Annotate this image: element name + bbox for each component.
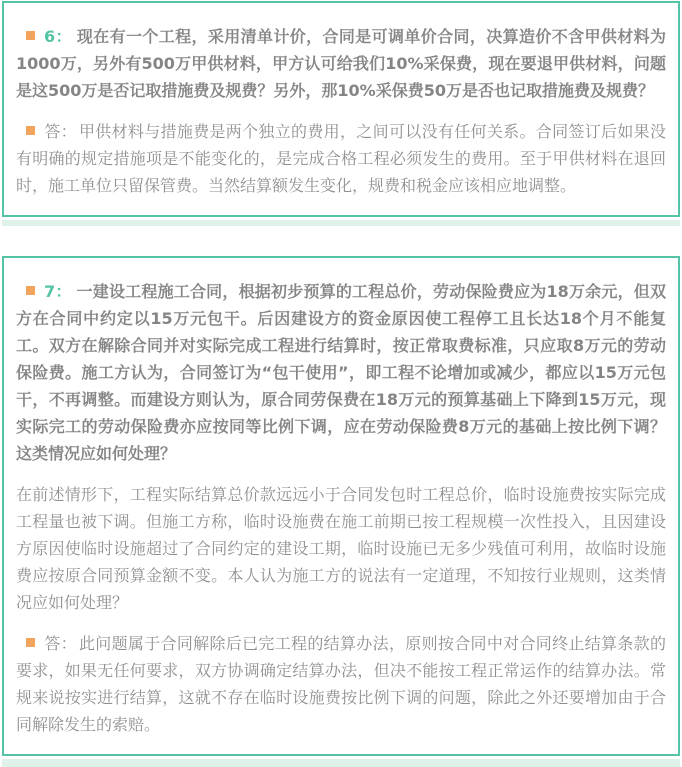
qa-card-question-7	[2, 256, 680, 756]
question-number-label: 6：	[44, 27, 72, 46]
question-number-label: 7：	[44, 282, 72, 301]
answer-label: 答：	[44, 122, 77, 141]
paragraph-text: 一建设工程施工合同，根据初步预算的工程总价，劳动保险费应为18万余元，但双方在合同中约定以15万元包干。后因建设方的资金原因使工程停工且长达18个月不能复工。双方在解除合同并对实际完成工程进行结算时，按正常取费标准，只应取8万元的劳动保险费。施工方认为，合同签订为“包干使用”，即工程不论增加或减少，都应以15万元包干，不再调整。而建设方则认为，原合同劳保费在18万元的预算基础上下降到15万元，现实际完工的劳动保险费亦应按同等比例下调，应在劳动保险费8万元的基础上按比例下调？这类情况应如何处理？	[16, 282, 666, 463]
paragraph-text: 此问题属于合同解除后已完工程的结算办法，原则按合同中对合同终止结算条款的要求，如果无任何要求，双方协调确定结算办法，但决不能按工程正常运作的结算办法。常规来说按实进行结算，这就不存在临时设施费按比例下调的问题，除此之外还要增加由于合同解除发生的索赔。	[16, 634, 666, 734]
context-paragraph	[16, 481, 666, 616]
bullet-square-icon	[26, 31, 35, 40]
question-paragraph	[16, 278, 666, 467]
answer-label: 答：	[44, 634, 77, 653]
bullet-square-icon	[26, 126, 35, 135]
bullet-square-icon	[26, 638, 35, 647]
paragraph-text: 甲供材料与措施费是两个独立的费用，之间可以没有任何关系。合同签订后如果没有明确的规定措施项是不能变化的，是完成合格工程必须发生的费用。至于甲供材料在退回时，施工单位只留保管费。当然结算额发生变化，规费和税金应该相应地调整。	[16, 122, 666, 195]
qa-card-question-6	[2, 1, 680, 217]
question-paragraph	[16, 23, 666, 104]
paragraph-text: 在前述情形下，工程实际结算总价款远远小于合同发包时工程总价，临时设施费按实际完成工程量也被下调。但施工方称，临时设施费在施工前期已按工程规模一次性投入，且因建设方原因使临时设施超过了合同约定的建设工期，临时设施已无多少残值可利用，故临时设施费应按原合同预算金额不变。本人认为施工方的说法有一定道理，不知按行业规则，这类情况应如何处理？	[16, 485, 666, 612]
answer-paragraph	[16, 630, 666, 738]
qa-article-page	[0, 1, 682, 767]
answer-paragraph	[16, 118, 666, 199]
card-gap	[0, 226, 682, 256]
paragraph-text: 现在有一个工程，采用清单计价，合同是可调单价合同，决算造价不含甲供材料为1000万，另外有500万甲供材料，甲方认可给我们10%采保费，现在要退甲供材料，问题是这500万是否记取措施费及规费？另外，那10%采保费50万是否也记取措施费及规费？	[16, 27, 666, 100]
bottom-shadow-strip	[2, 759, 680, 767]
bullet-square-icon	[26, 286, 35, 295]
